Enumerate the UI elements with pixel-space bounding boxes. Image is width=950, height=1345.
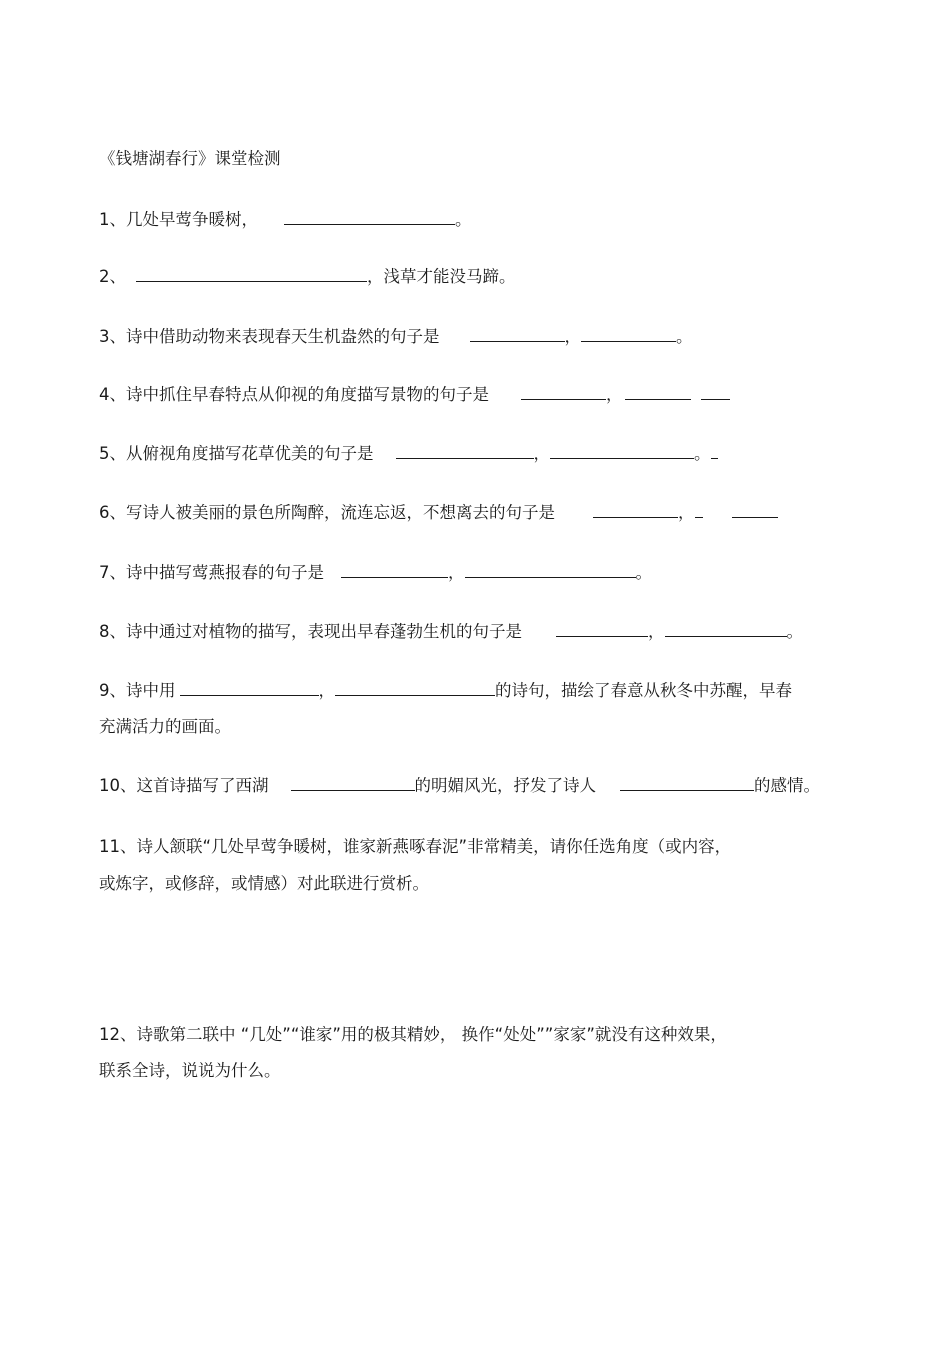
question-4-sep: ，	[606, 385, 623, 404]
question-1	[99, 209, 472, 231]
question-9-suffix: 的诗句，描绘了春意从秋冬中苏醒，早春	[495, 681, 792, 700]
question-11: 11、诗人颔联“几处早莺争暖树，谁家新燕啄春泥”非常精美，请你任选角度（或内容，	[99, 837, 732, 856]
answer-blank[interactable]	[180, 680, 319, 696]
question-2-number: 2、	[99, 267, 126, 286]
question-7	[99, 562, 652, 584]
question-3	[99, 326, 693, 348]
question-2-text: ，浅草才能没马蹄。	[367, 267, 516, 286]
question-9-sep: ，	[318, 681, 335, 700]
question-10-mid: 的明媚风光，抒发了诗人	[414, 776, 596, 795]
worksheet-title: 《钱塘湖春行》课堂检测	[99, 149, 281, 168]
question-3-sep: ，	[564, 327, 581, 346]
question-6-text: 6、写诗人被美丽的景色所陶醉，流连忘返，不想离去的句子是	[99, 503, 555, 522]
answer-blank[interactable]	[593, 502, 678, 518]
answer-blank[interactable]	[665, 621, 787, 637]
question-2	[99, 266, 516, 288]
question-12: 12、诗歌第二联中 “几处”“谁家”用的极其精妙， 换作“处处””家家”就没有这种效果，	[99, 1025, 727, 1044]
answer-blank[interactable]	[620, 775, 754, 791]
question-9-continued: 充满活力的画面。	[99, 717, 231, 736]
answer-blank[interactable]	[550, 443, 694, 459]
answer-blank[interactable]	[136, 266, 367, 282]
question-6	[99, 502, 778, 524]
answer-blank[interactable]	[701, 384, 730, 400]
question-8-end: 。	[786, 622, 803, 641]
question-5-text: 5、从俯视角度描写花草优美的句子是	[99, 444, 374, 463]
question-8-sep: ，	[648, 622, 665, 641]
question-8-text: 8、诗中通过对植物的描写，表现出早春蓬勃生机的句子是	[99, 622, 522, 641]
question-8	[99, 621, 803, 643]
answer-blank[interactable]	[470, 326, 565, 342]
answer-blank[interactable]	[625, 384, 691, 400]
question-10-text: 10、这首诗描写了西湖	[99, 776, 269, 795]
answer-blank[interactable]	[291, 775, 415, 791]
answer-blank[interactable]	[521, 384, 606, 400]
question-1-end: 。	[455, 210, 472, 229]
question-7-text: 7、诗中描写莺燕报春的句子是	[99, 563, 324, 582]
question-9	[99, 680, 792, 702]
question-5-sep: ，	[533, 444, 550, 463]
question-9-text: 9、诗中用	[99, 681, 176, 700]
question-5-end: 。	[694, 444, 711, 463]
question-11-continued: 或炼字，或修辞，或情感）对此联进行赏析。	[99, 874, 429, 893]
question-12-continued: 联系全诗，说说为什么。	[99, 1061, 281, 1080]
answer-blank[interactable]	[581, 326, 676, 342]
answer-blank[interactable]	[711, 443, 718, 459]
question-6-sep: ，	[678, 503, 695, 522]
question-10	[99, 775, 820, 797]
question-5	[99, 443, 718, 465]
question-10-end: 的感情。	[754, 776, 820, 795]
answer-blank[interactable]	[284, 209, 455, 225]
question-7-sep: ，	[448, 563, 465, 582]
question-3-end: 。	[676, 327, 693, 346]
question-7-end: 。	[635, 563, 652, 582]
answer-blank[interactable]	[396, 443, 534, 459]
question-4	[99, 384, 730, 406]
question-4-text: 4、诗中抓住早春特点从仰视的角度描写景物的句子是	[99, 385, 489, 404]
answer-blank[interactable]	[335, 680, 495, 696]
answer-blank[interactable]	[341, 562, 448, 578]
question-1-text: 1、几处早莺争暖树，	[99, 210, 258, 229]
answer-blank[interactable]	[556, 621, 648, 637]
answer-blank[interactable]	[732, 502, 778, 518]
answer-blank[interactable]	[465, 562, 636, 578]
question-3-text: 3、诗中借助动物来表现春天生机盎然的句子是	[99, 327, 440, 346]
answer-blank[interactable]	[695, 502, 703, 518]
